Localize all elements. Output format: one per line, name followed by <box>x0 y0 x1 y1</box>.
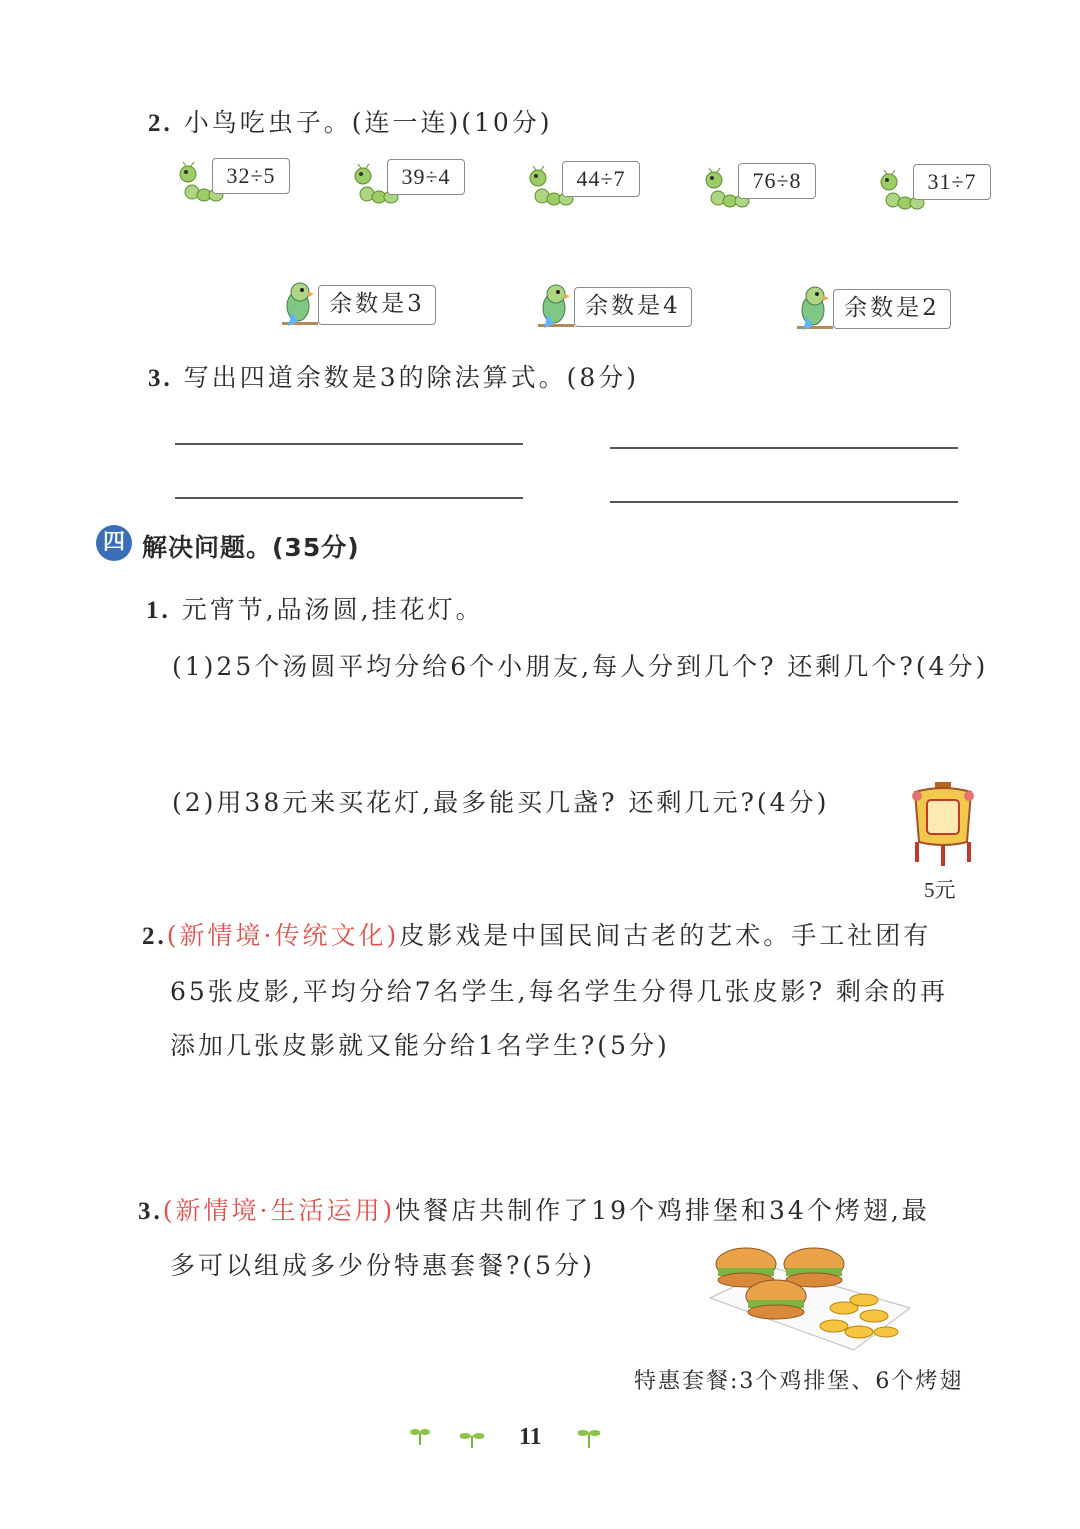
problem-2-line-2: 65张皮影,平均分给7名学生,每名学生分得几张皮影? 剩余的再 <box>170 977 948 1006</box>
page-number: 11 <box>519 1424 542 1450</box>
parrot-icon <box>534 282 578 336</box>
section-title: 解决问题。(35分) <box>142 533 360 562</box>
worm-expression-3[interactable]: 44÷7 <box>562 161 640 197</box>
q2-text: 小鸟吃虫子。(连一连)(10分) <box>183 108 553 137</box>
problem-3-line-1 <box>138 1191 930 1227</box>
answer-line[interactable] <box>610 501 958 503</box>
combo-caption: 特惠套餐:3个鸡排堡、6个烤翅 <box>634 1369 964 1394</box>
answer-line[interactable] <box>175 497 523 499</box>
worm-expression-1[interactable]: 32÷5 <box>212 158 290 194</box>
problem-1-heading <box>146 590 484 626</box>
q2-heading <box>148 103 553 139</box>
problem-1-sub-1: (1)25个汤圆平均分给6个小朋友,每人分到几个? 还剩几个?(4分) <box>172 652 989 681</box>
problem-3-line-1-text: 快餐店共制作了19个鸡排堡和34个烤翅,最 <box>395 1196 930 1225</box>
q3-heading <box>148 358 639 394</box>
problem-3-line-2: 多可以组成多少份特惠套餐?(5分) <box>170 1251 595 1280</box>
problem-2-number: 2. <box>142 923 167 950</box>
lantern-price: 5元 <box>924 878 956 902</box>
answer-line[interactable] <box>175 443 523 445</box>
burger-wings-illustration <box>704 1238 914 1358</box>
q2-number: 2. <box>148 110 173 137</box>
worm-expression-2[interactable]: 39÷4 <box>387 159 465 195</box>
sprout-icon <box>460 1430 484 1452</box>
worm-expression-5[interactable]: 31÷7 <box>913 164 991 200</box>
answer-line[interactable] <box>610 447 958 449</box>
lantern-icon <box>905 782 981 870</box>
bird-remainder-4[interactable]: 余数是4 <box>574 287 692 327</box>
q3-number: 3. <box>148 365 173 392</box>
problem-1-number: 1. <box>146 597 171 624</box>
problem-2-line-3: 添加几张皮影就又能分给1名学生?(5分) <box>170 1031 670 1060</box>
parrot-icon <box>278 280 322 334</box>
problem-3-tag: (新情境·生活运用) <box>162 1196 396 1225</box>
problem-1-text: 元宵节,品汤圆,挂花灯。 <box>181 595 484 624</box>
problem-2-tag: (新情境·传统文化) <box>166 921 400 950</box>
worm-expression-4[interactable]: 76÷8 <box>738 163 816 199</box>
problem-1-sub-2: (2)用38元来买花灯,最多能买几盏? 还剩几元?(4分) <box>172 788 830 817</box>
bird-remainder-2[interactable]: 余数是2 <box>833 289 951 329</box>
sprout-icon <box>410 1427 430 1449</box>
problem-2-line-1 <box>142 916 931 952</box>
sprout-icon <box>578 1428 600 1452</box>
parrot-icon <box>793 284 837 338</box>
bird-remainder-3[interactable]: 余数是3 <box>318 285 436 325</box>
problem-3-number: 3. <box>138 1198 163 1225</box>
section-badge: 四 <box>96 525 132 561</box>
q3-text: 写出四道余数是3的除法算式。(8分) <box>183 363 640 392</box>
problem-2-line-1-text: 皮影戏是中国民间古老的艺术。手工社团有 <box>399 921 932 950</box>
